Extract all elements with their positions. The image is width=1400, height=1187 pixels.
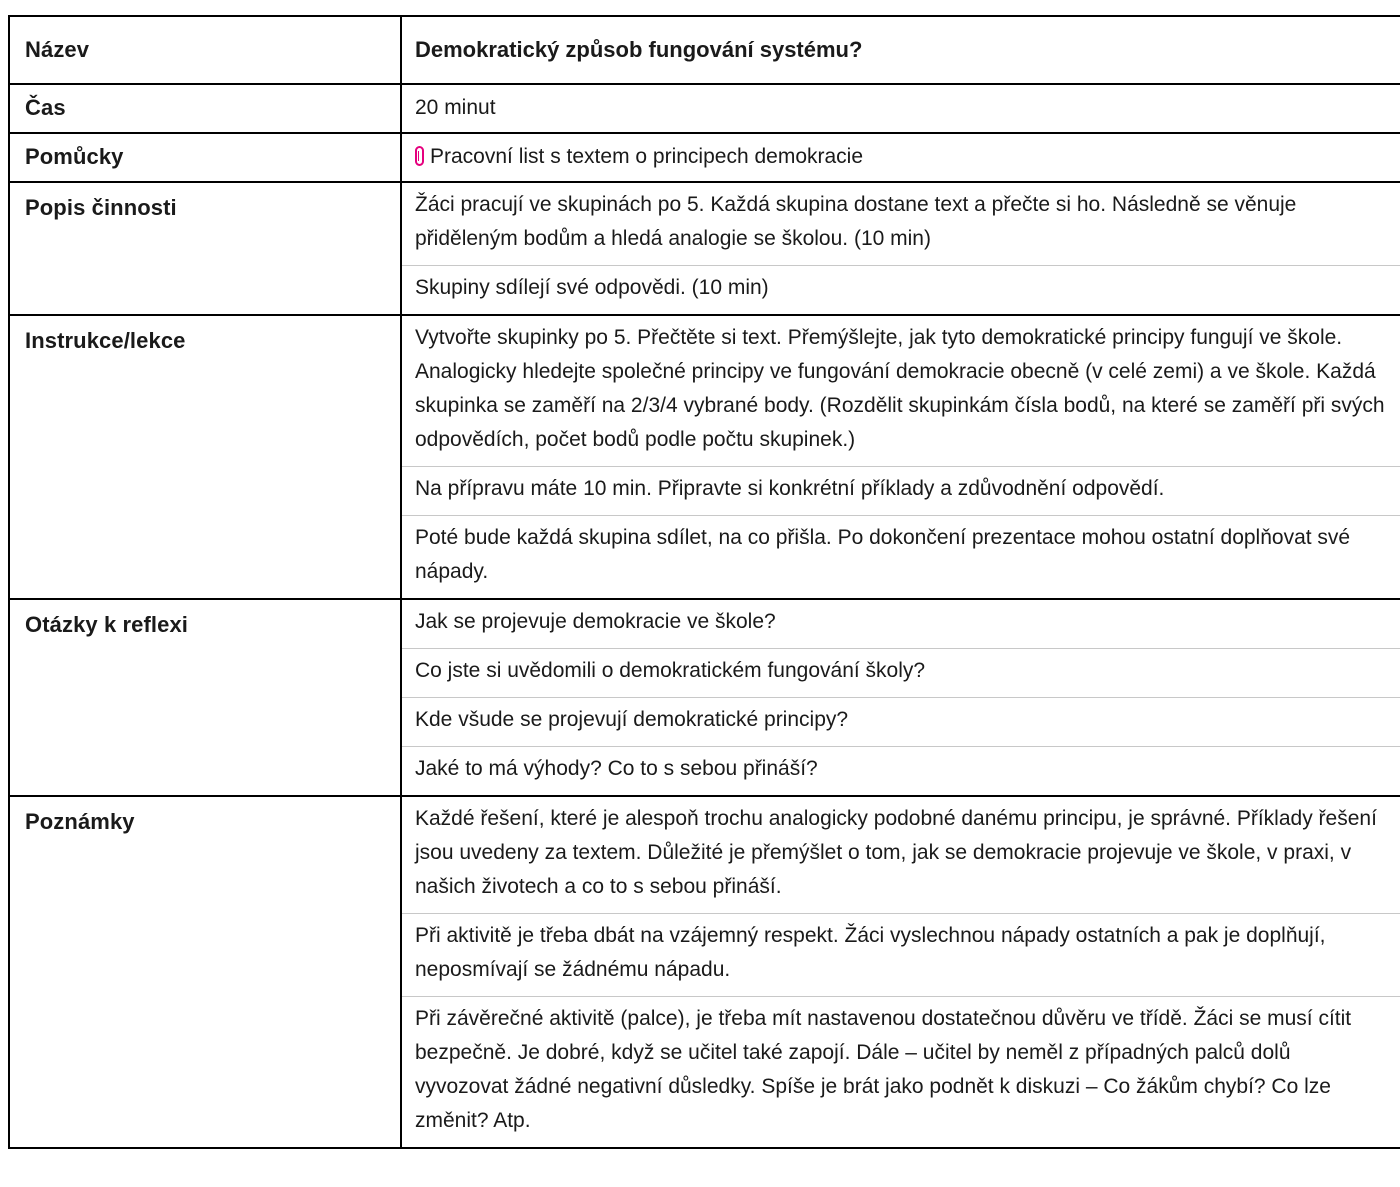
row-reflection-label-cell (9, 599, 401, 796)
row-description-label: Popis činnosti (25, 195, 177, 220)
reflection-question: Jaké to má výhody? Co to s sebou přináší? (415, 757, 818, 780)
tools-text: Pracovní list s textem o principech demokracie (430, 145, 864, 168)
notes-paragraph: Každé řešení, které je alespoň trochu analogicky podobné danému principu, je správné. Příklady řešení jsou uvedeny za textem. Důležité je přemýšlet o tom, jak se demokracie projevuje ve škole, v praxi, v našich životech a co to s sebou přináší. (402, 797, 1400, 914)
row-instructions-label-cell (9, 315, 401, 599)
row-title-value-cell (401, 16, 1400, 84)
row-notes (9, 796, 1400, 1148)
instructions-text (402, 316, 1400, 598)
reflection-questions (402, 600, 1400, 795)
row-title-label: Název (25, 37, 90, 62)
row-instructions (9, 315, 1400, 599)
row-instructions-label: Instrukce/lekce (25, 328, 186, 353)
row-time-label: Čas (25, 95, 66, 120)
row-instructions-value-cell (401, 315, 1400, 599)
description-paragraph: Žáci pracují ve skupinách po 5. Každá skupina dostane text a přečte si ho. Následně se věnuje přiděleným bodům a hledá analogie se školou. (10 min) (402, 183, 1400, 266)
row-description-label-cell (9, 182, 401, 315)
row-time-value-cell (401, 84, 1400, 133)
row-notes-value-cell (401, 796, 1400, 1148)
row-title (9, 16, 1400, 84)
activity-duration: 20 minut (415, 96, 496, 119)
activity-title: Demokratický způsob fungování systému? (415, 37, 863, 62)
instructions-paragraph: Vytvořte skupinky po 5. Přečtěte si text. Přemýšlejte, jak tyto demokratické principy fungují ve škole. Analogicky hledejte společné principy ve fungování demokracie obecně (v celé zemi) a ve škole. Každá skupinka se zaměří na 2/3/4 vybrané body. (Rozdělit skupinkám čísla bodů, na které se zaměří při svých odpovědích, počet bodů podle počtu skupinek.) (402, 316, 1400, 467)
row-time-label-cell (9, 84, 401, 133)
row-tools-label: Pomůcky (25, 144, 124, 169)
row-tools-label-cell (9, 133, 401, 182)
reflection-question: Jak se projevuje demokracie ve škole? (402, 600, 1400, 649)
instructions-paragraph: Na přípravu máte 10 min. Připravte si konkrétní příklady a zdůvodnění odpovědí. (402, 467, 1400, 516)
row-reflection (9, 599, 1400, 796)
reflection-question: Co jste si uvědomili o demokratickém fungování školy? (402, 649, 1400, 698)
row-description-value-cell (401, 182, 1400, 315)
notes-paragraph: Při závěrečné aktivitě (palce), je třeba mít nastavenou dostatečnou důvěru ve třídě. Žáci se musí cítit bezpečně. Je dobré, když se učitel také zapojí. Dále – učitel by neměl z případných palců dolů vyvozovat žádné negativní důsledky. Spíše je brát jako podnět k diskuzi – Co žákům chybí? Co lze změnit? Atp. (415, 1007, 1352, 1132)
row-tools-value-cell (401, 133, 1400, 182)
row-time (9, 84, 1400, 133)
paperclip-icon (415, 146, 424, 166)
row-reflection-label: Otázky k reflexi (25, 612, 189, 637)
lesson-plan-table (8, 15, 1400, 1149)
notes-paragraph: Při aktivitě je třeba dbát na vzájemný respekt. Žáci vyslechnou nápady ostatních a pak je doplňují, neposmívají se žádnému nápadu. (402, 914, 1400, 997)
tools-value (402, 134, 1400, 174)
instructions-paragraph: Poté bude každá skupina sdílet, na co přišla. Po dokončení prezentace mohou ostatní doplňovat své nápady. (415, 526, 1351, 583)
row-description (9, 182, 1400, 315)
description-text (402, 183, 1400, 314)
reflection-question: Kde všude se projevují demokratické principy? (402, 698, 1400, 747)
row-notes-label: Poznámky (25, 809, 135, 834)
row-reflection-value-cell (401, 599, 1400, 796)
notes-text (402, 797, 1400, 1147)
row-notes-label-cell (9, 796, 401, 1148)
description-paragraph: Skupiny sdílejí své odpovědi. (10 min) (415, 276, 769, 299)
row-tools (9, 133, 1400, 182)
row-title-label-cell (9, 16, 401, 84)
